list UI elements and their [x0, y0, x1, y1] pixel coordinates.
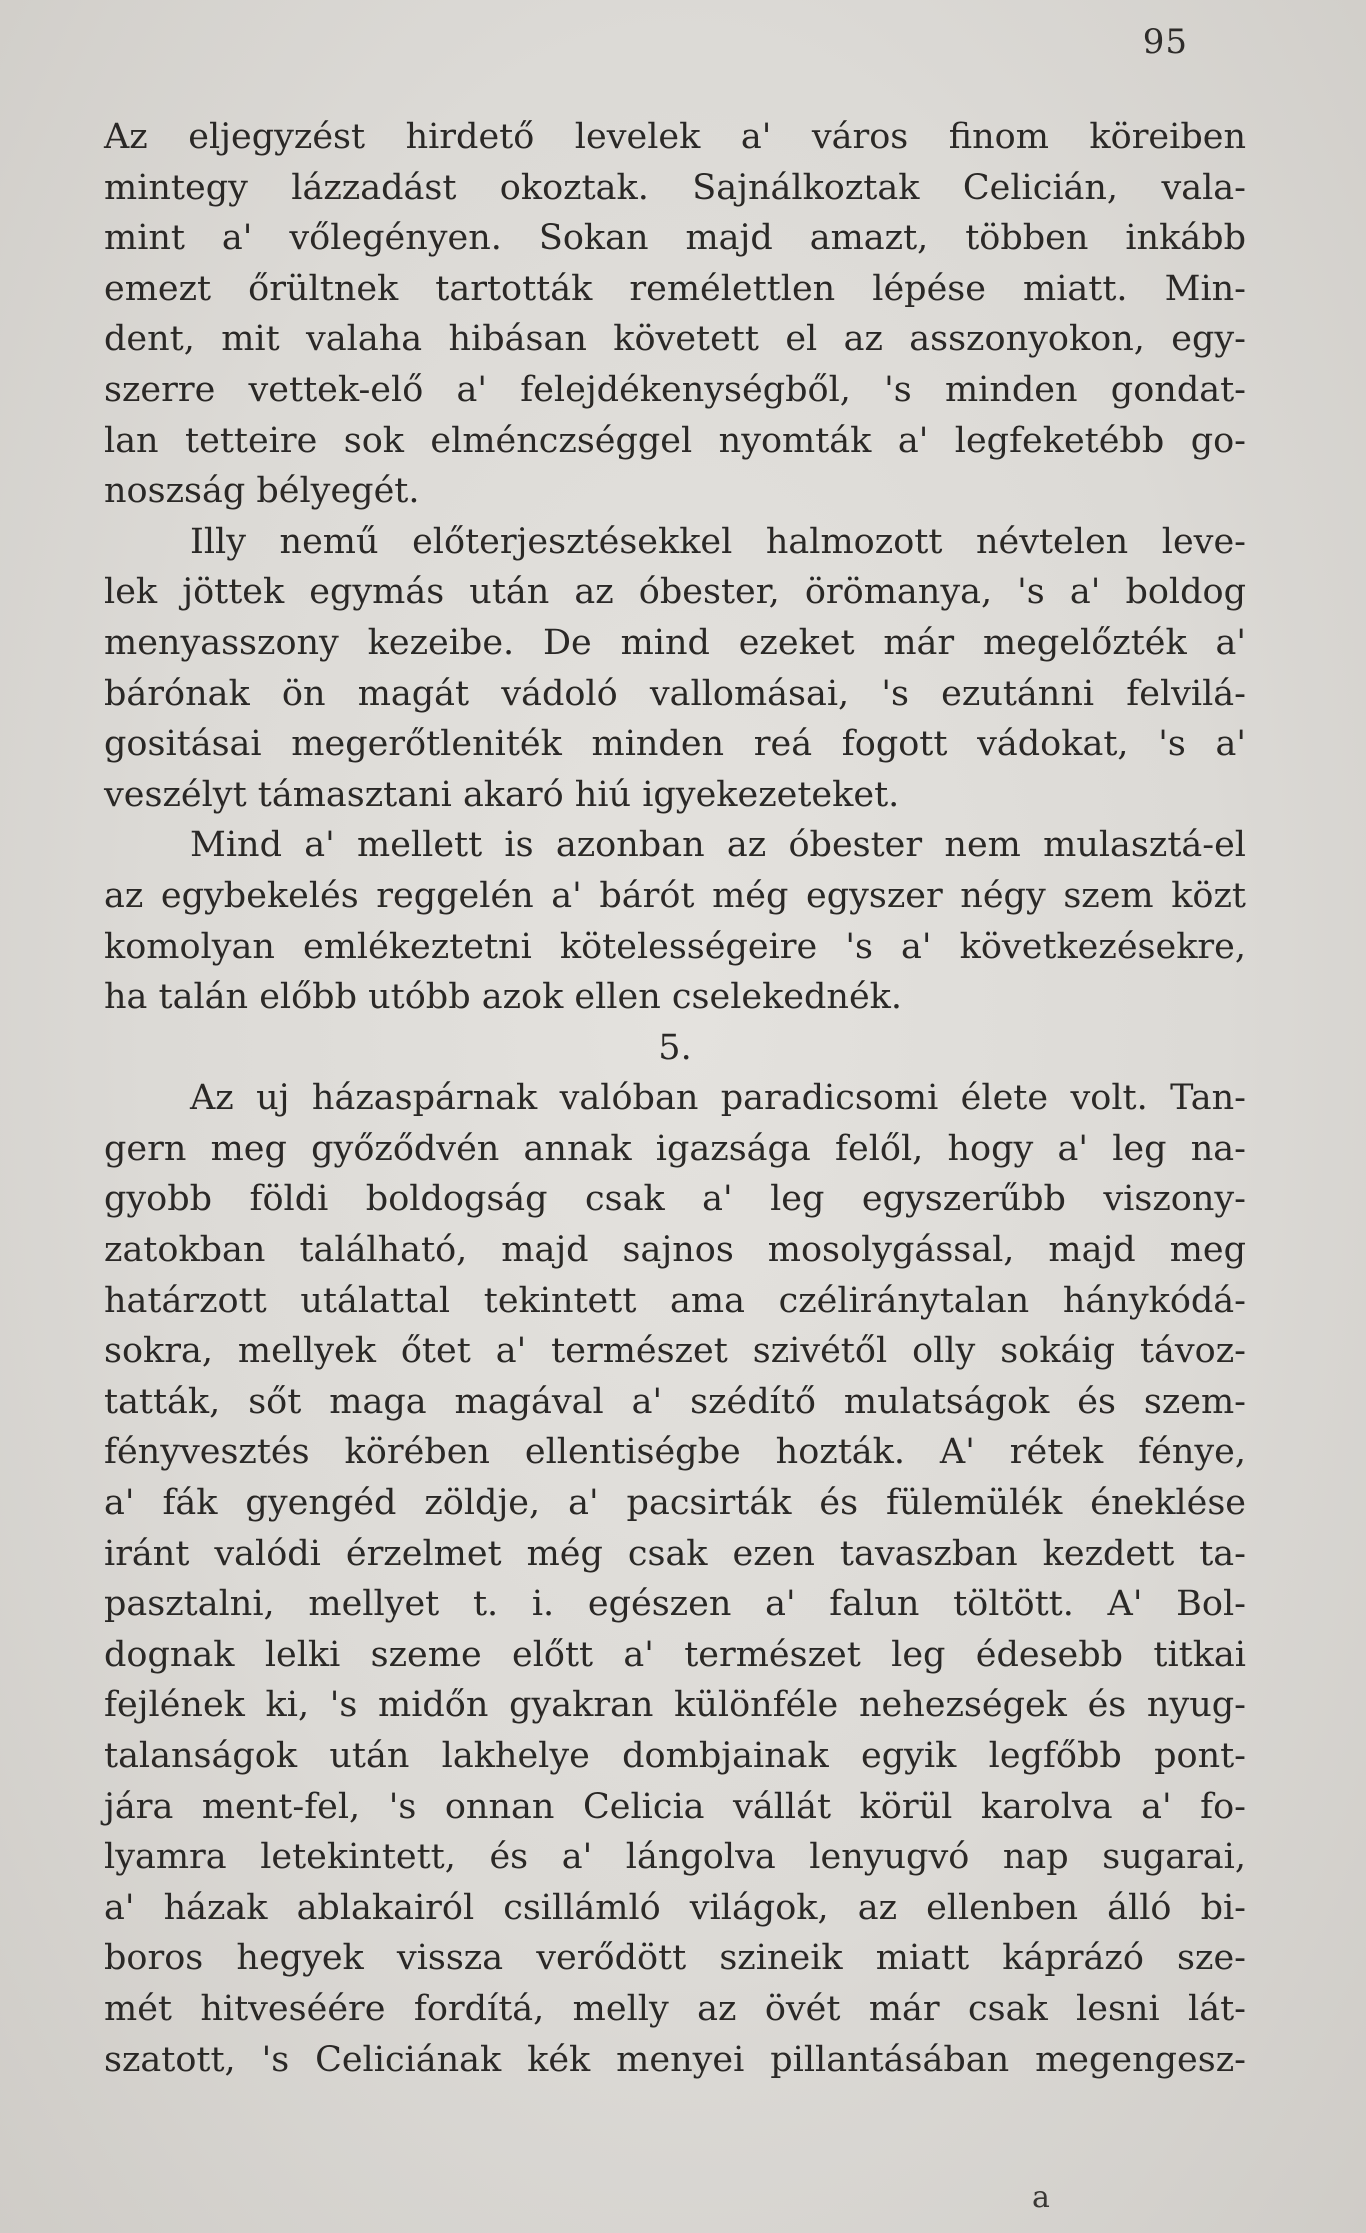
- text-line: bárónak ön magát vádoló vallomásai, 's ezutánni felvilá-: [104, 673, 1246, 714]
- text-line: komolyan emlékeztetni kötelességeire 's a' következésekre,: [104, 926, 1246, 967]
- text-line: noszság bélyegét.: [104, 471, 420, 512]
- catchword: a: [1032, 2180, 1050, 2215]
- text-line: lek jöttek egymás után az óbester, örömanya, 's a' boldog: [104, 572, 1246, 613]
- section-number: 5.: [658, 1027, 692, 1068]
- text-line: tatták, sőt maga magával a' szédítő mulatságok és szem-: [104, 1381, 1246, 1422]
- text-line: pasztalni, mellyet t. i. egészen a' falun töltött. A' Bol-: [104, 1584, 1246, 1625]
- text-line: ha talán előbb utóbb azok ellen cselekednék.: [104, 977, 903, 1018]
- text-line: zatokban található, majd sajnos mosolygással, majd meg: [104, 1230, 1246, 1271]
- text-line: Az eljegyzést hirdető levelek a' város finom köreiben: [104, 117, 1246, 157]
- text-line: mint a' vőlegényen. Sokan majd amazt, többen inkább: [104, 218, 1246, 259]
- page-number: 95: [1142, 22, 1188, 62]
- text-line: fényvesztés körében ellentiségbe hozták. A' rétek fénye,: [104, 1432, 1246, 1473]
- text-line: fejlének ki, 's midőn gyakran különféle nehezségek és nyug-: [104, 1685, 1246, 1726]
- body-text: [104, 112, 1246, 2085]
- text-line: talanságok után lakhelye dombjainak egyik legfőbb pont-: [104, 1736, 1246, 1776]
- text-line: iránt valódi érzelmet még csak ezen tavaszban kezdett ta-: [104, 1533, 1246, 1574]
- paragraph-start-line: Az uj házaspárnak valóban paradicsomi élete volt. Tan-: [190, 1078, 1246, 1119]
- text-line: gyobb földi boldogság csak a' leg egyszerűbb viszony-: [104, 1179, 1246, 1220]
- text-line: lyamra letekintett, és a' lángolva lenyugvó nap sugarai,: [104, 1837, 1246, 1878]
- text-line: sokra, mellyek őtet a' természet szivétől olly sokáig távoz-: [104, 1331, 1246, 1372]
- text-line: gositásai megerőtleniték minden reá fogott vádokat, 's a': [104, 724, 1246, 765]
- text-line: veszélyt támasztani akaró hiú igyekezeteket.: [104, 774, 900, 815]
- text-line: az egybekelés reggelén a' bárót még egyszer négy szem közt: [104, 875, 1246, 916]
- text-line: mintegy lázzadást okoztak. Sajnálkoztak Celicián, vala-: [104, 167, 1246, 208]
- text-line: dent, mit valaha hibásan követett el az asszonyokon, egy-: [104, 319, 1246, 360]
- text-line: jára ment-fel, 's onnan Celicia vállát körül karolva a' fo-: [104, 1786, 1246, 1827]
- text-line: szerre vettek-elő a' felejdékenységből, 's minden gondat-: [104, 369, 1246, 410]
- text-line: dognak lelki szeme előtt a' természet leg édesebb titkai: [104, 1634, 1246, 1675]
- text-line: határzott utálattal tekintett ama czéliránytalan hánykódá-: [104, 1280, 1246, 1321]
- text-line: gern meg győződvén annak igazsága felől, hogy a' leg na-: [104, 1128, 1246, 1169]
- text-line: lan tetteire sok elménczséggel nyomták a' legfeketébb go-: [104, 420, 1246, 461]
- text-line: menyasszony kezeibe. De mind ezeket már megelőzték a': [104, 622, 1246, 663]
- paragraph-start-line: Mind a' mellett is azonban az óbester nem mulasztá-el: [190, 825, 1246, 866]
- text-line: mét hitveséére fordítá, melly az övét már csak lesni lát-: [104, 1988, 1246, 2029]
- text-line: boros hegyek vissza verődött szineik miatt káprázó sze-: [104, 1938, 1246, 1979]
- paragraph-start-line: Illy nemű előterjesztésekkel halmozott névtelen leve-: [190, 521, 1246, 562]
- text-line: emezt őrültnek tartották remélettlen lépése miatt. Min-: [104, 268, 1246, 309]
- text-line: szatott, 's Celiciának kék menyei pillantásában megengesz-: [104, 2039, 1246, 2080]
- text-line: a' fák gyengéd zöldje, a' pacsirták és fülemülék éneklése: [104, 1483, 1246, 1524]
- text-line: a' házak ablakairól csillámló világok, az ellenben álló bi-: [104, 1887, 1246, 1928]
